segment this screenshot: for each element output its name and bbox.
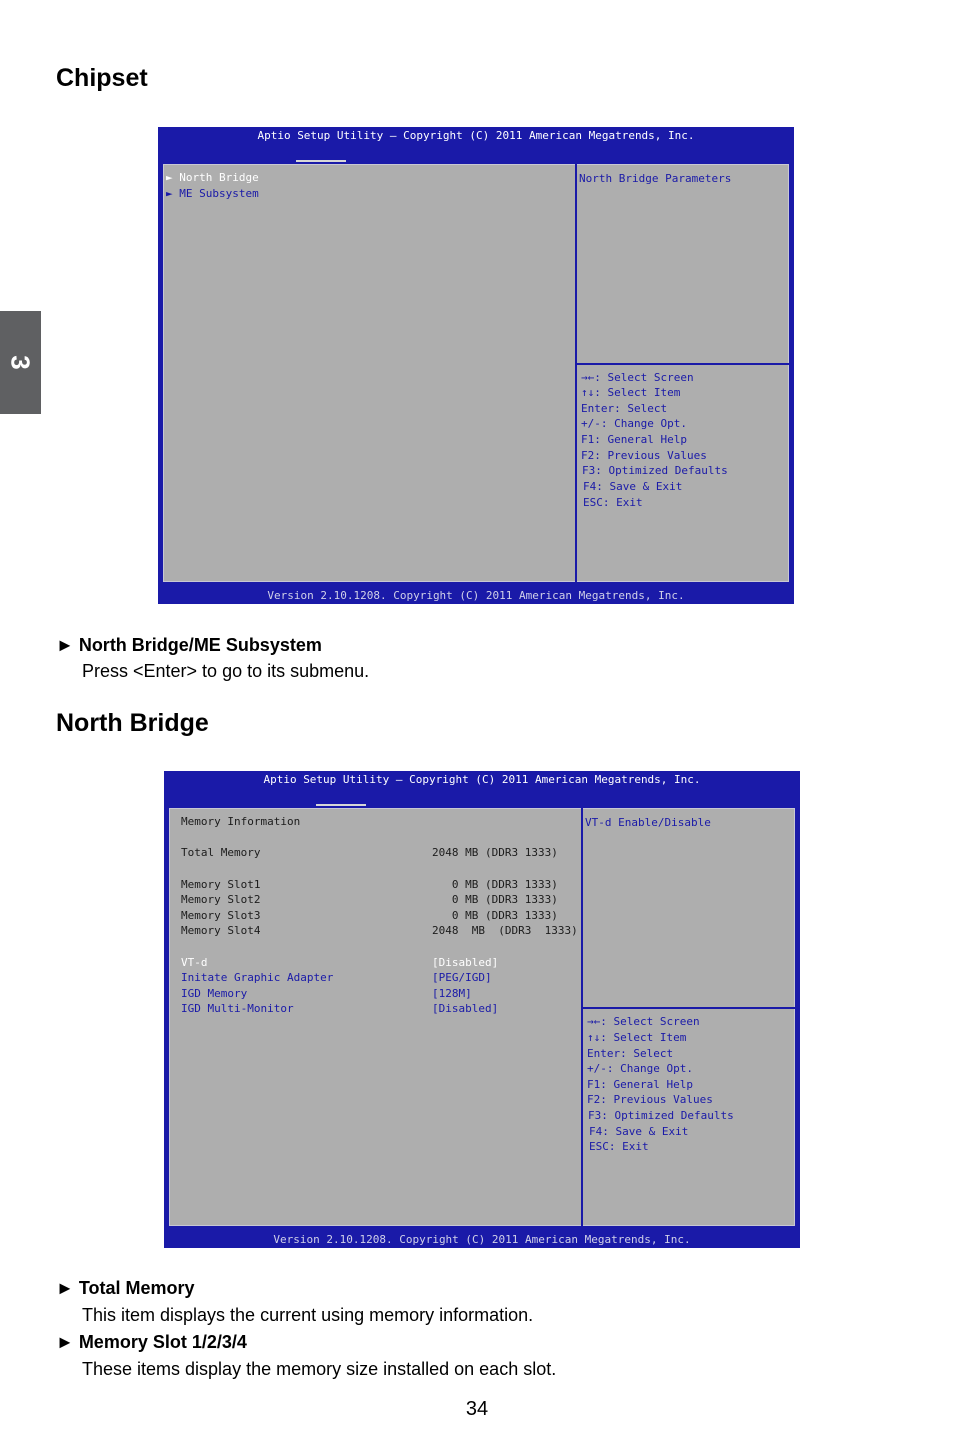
desc-total-memory-text: This item displays the current using memory information. bbox=[82, 1305, 534, 1325]
bios-tab-bar bbox=[164, 787, 800, 803]
key-select-item: ↑↓: Select Item bbox=[587, 1031, 687, 1044]
page-number: 34 bbox=[465, 1398, 489, 1420]
key-enter: Enter: Select bbox=[587, 1047, 674, 1060]
menu-item-label: North Bridge bbox=[179, 171, 259, 184]
key-f4: F4: Save & Exit bbox=[589, 1125, 689, 1138]
help-text: North Bridge Parameters bbox=[579, 172, 732, 185]
graphic-adapter-value[interactable]: [PEG/IGD] bbox=[432, 971, 492, 984]
bios-title: Aptio Setup Utility – Copyright (C) 2011 American Megatrends, Inc. bbox=[257, 129, 695, 142]
key-select-screen: →←: Select Screen bbox=[587, 1015, 700, 1028]
bios-title: Aptio Setup Utility – Copyright (C) 2011 American Megatrends, Inc. bbox=[263, 773, 701, 786]
igd-memory-value[interactable]: [128M] bbox=[432, 987, 472, 1000]
bios-menu-pane bbox=[163, 164, 575, 582]
bios-tab-bar bbox=[158, 143, 794, 159]
bios-settings-pane bbox=[169, 808, 581, 1226]
memory-slot3-value: 0 MB (DDR3 1333) bbox=[432, 909, 558, 922]
chapter-number: 3 bbox=[6, 355, 36, 370]
igd-multi-monitor-value[interactable]: [Disabled] bbox=[432, 1002, 499, 1015]
memory-slot4-label: Memory Slot4 bbox=[181, 924, 261, 937]
vtd-option[interactable]: VT-d bbox=[181, 956, 208, 969]
memory-slot1-label: Memory Slot1 bbox=[181, 878, 261, 891]
bios-help-pane bbox=[575, 164, 789, 582]
memory-slot4-value: 2048 MB (DDR3 1333) bbox=[432, 924, 578, 937]
key-f3: F3: Optimized Defaults bbox=[582, 464, 728, 477]
key-change-opt: +/-: Change Opt. bbox=[581, 417, 687, 430]
igd-multi-monitor-option[interactable]: IGD Multi-Monitor bbox=[181, 1002, 294, 1015]
help-text: VT-d Enable/Disable bbox=[585, 816, 711, 829]
key-f2: F2: Previous Values bbox=[581, 449, 707, 462]
vtd-value[interactable]: [Disabled] bbox=[432, 956, 499, 969]
key-f2: F2: Previous Values bbox=[587, 1093, 713, 1106]
total-memory-value: 2048 MB (DDR3 1333) bbox=[432, 846, 558, 859]
bios-screen-north-bridge bbox=[164, 771, 800, 1248]
key-f1: F1: General Help bbox=[581, 433, 687, 446]
key-select-item: ↑↓: Select Item bbox=[581, 386, 681, 399]
desc-memory-slot-text: These items display the memory size installed on each slot. bbox=[82, 1359, 557, 1379]
menu-item-me-subsystem[interactable]: ► ME Subsystem bbox=[166, 187, 259, 200]
memory-slot1-value: 0 MB (DDR3 1333) bbox=[432, 878, 558, 891]
chipset-heading: Chipset bbox=[56, 64, 148, 92]
key-legend bbox=[583, 1007, 795, 1226]
bios-body bbox=[161, 162, 791, 584]
bios-help-pane bbox=[581, 808, 795, 1226]
key-legend bbox=[577, 363, 789, 582]
bios-footer: Version 2.10.1208. Copyright (C) 2011 American Megatrends, Inc. bbox=[273, 1233, 691, 1246]
key-f1: F1: General Help bbox=[587, 1078, 693, 1091]
graphic-adapter-option[interactable]: Initate Graphic Adapter bbox=[181, 971, 334, 984]
menu-item-north-bridge[interactable]: ► North Bridge bbox=[166, 171, 259, 184]
north-bridge-heading: North Bridge bbox=[56, 709, 209, 737]
desc-memory-slot-head: ► Memory Slot 1/2/3/4 bbox=[56, 1332, 247, 1352]
memory-slot3-label: Memory Slot3 bbox=[181, 909, 261, 922]
key-change-opt: +/-: Change Opt. bbox=[587, 1062, 693, 1075]
key-esc: ESC: Exit bbox=[589, 1140, 649, 1153]
desc-north-bridge-me-head: ► North Bridge/ME Subsystem bbox=[56, 635, 322, 655]
key-esc: ESC: Exit bbox=[583, 496, 643, 509]
key-f4: F4: Save & Exit bbox=[583, 480, 683, 493]
key-select-screen: →←: Select Screen bbox=[581, 371, 694, 384]
key-f3: F3: Optimized Defaults bbox=[588, 1109, 734, 1122]
bios-screen-chipset bbox=[158, 127, 794, 604]
menu-item-label: ME Subsystem bbox=[179, 187, 259, 200]
memory-slot2-value: 0 MB (DDR3 1333) bbox=[432, 893, 558, 906]
desc-total-memory-head: ► Total Memory bbox=[56, 1278, 195, 1298]
desc-north-bridge-me-text: Press <Enter> to go to its submenu. bbox=[82, 661, 370, 681]
memory-info-header: Memory Information bbox=[181, 815, 301, 828]
help-description bbox=[577, 164, 789, 363]
bios-body bbox=[167, 806, 797, 1228]
bios-footer: Version 2.10.1208. Copyright (C) 2011 American Megatrends, Inc. bbox=[267, 589, 685, 602]
igd-memory-option[interactable]: IGD Memory bbox=[181, 987, 248, 1000]
memory-slot2-label: Memory Slot2 bbox=[181, 893, 261, 906]
chapter-tab bbox=[0, 311, 41, 414]
help-description bbox=[583, 808, 795, 1007]
key-enter: Enter: Select bbox=[581, 402, 668, 415]
total-memory-label: Total Memory bbox=[181, 846, 261, 859]
